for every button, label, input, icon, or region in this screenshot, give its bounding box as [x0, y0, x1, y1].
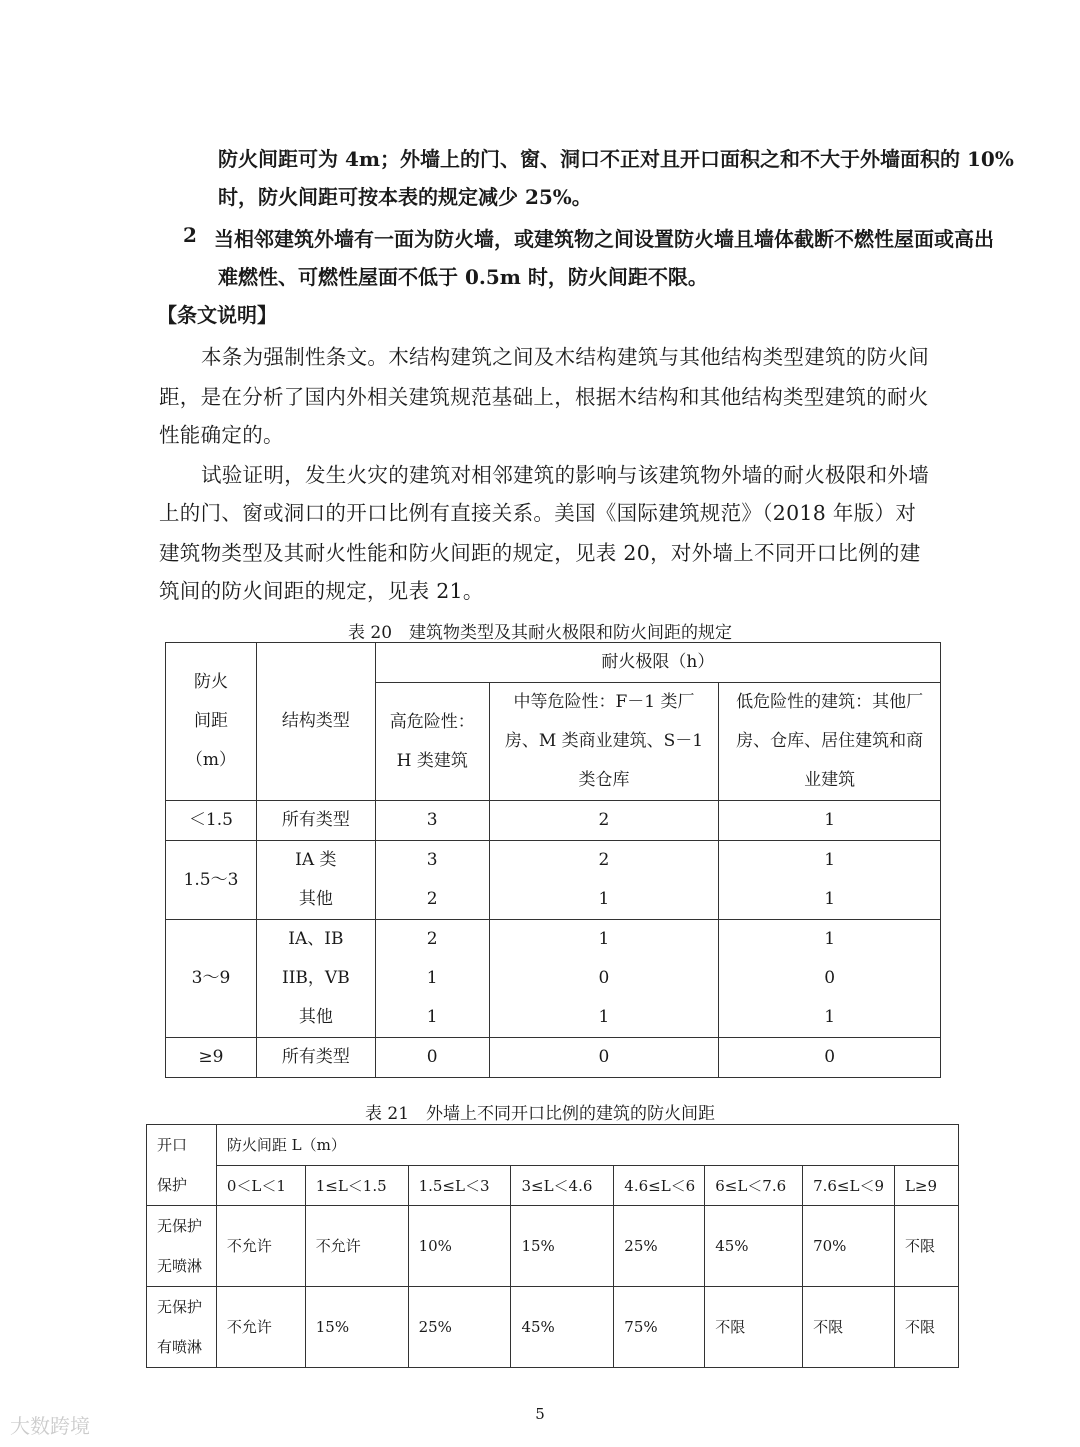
table-cell: 不允许	[216, 1287, 305, 1368]
table-cell: ≥9	[166, 1038, 257, 1078]
paragraph-line: 本条为强制性条文。木结构建筑之间及木结构建筑与其他结构类型建筑的防火间	[201, 345, 929, 369]
paragraph-line: 建筑物类型及其耐火性能和防火间距的规定，见表 20，对外墙上不同开口比例的建	[159, 541, 921, 565]
table-cell: 70%	[803, 1206, 895, 1287]
range-header-cell: 6≤L＜7.6	[705, 1166, 803, 1206]
table-cell: 1 0 1	[489, 920, 719, 1038]
header-cell: 中等危险性：F－1 类厂 房、M 类商业建筑、S－1 类仓库	[489, 683, 719, 801]
item-number: 2	[183, 223, 197, 247]
paragraph-line: 距，是在分析了国内外相关建筑规范基础上，根据木结构和其他结构类型建筑的耐火	[159, 385, 929, 409]
table-cell: IA 类 其他	[256, 841, 375, 920]
table-caption: 表 20 建筑物类型及其耐火极限和防火间距的规定	[347, 623, 733, 643]
range-header-cell: 3≤L＜4.6	[511, 1166, 614, 1206]
text-line: 难燃性、可燃性屋面不低于 0.5m 时，防火间距不限。	[218, 265, 708, 289]
table-cell: 2	[489, 801, 719, 841]
paragraph-line: 试验证明，发生火灾的建筑对相邻建筑的影响与该建筑物外墙的耐火极限和外墙	[201, 463, 929, 487]
paragraph-line: 筑间的防火间距的规定，见表 21。	[159, 579, 484, 603]
table-cell: 2 1	[489, 841, 719, 920]
header-cell: 低危险性的建筑：其他厂 房、仓库、居住建筑和商 业建筑	[719, 683, 941, 801]
table-cell: 75%	[614, 1287, 705, 1368]
table-cell: 不限	[894, 1287, 958, 1368]
text-line: 时，防火间距可按本表的规定减少 25%。	[218, 185, 592, 209]
table-cell: 1.5～3	[166, 841, 257, 920]
paragraph-line: 上的门、窗或洞口的开口比例有直接关系。美国《国际建筑规范》（2018 年版）对	[159, 501, 917, 525]
table-cell: 15%	[511, 1206, 614, 1287]
table-cell: 3 2	[375, 841, 489, 920]
fire-rating-table	[165, 642, 941, 1078]
table-row	[166, 801, 941, 841]
table-cell: 不允许	[305, 1206, 408, 1287]
table-cell: 0	[375, 1038, 489, 1078]
table-cell: 25%	[408, 1287, 511, 1368]
table-cell: 1 0 1	[719, 920, 941, 1038]
range-header-cell: 7.6≤L＜9	[803, 1166, 895, 1206]
header-cell: 结构类型	[256, 643, 375, 801]
header-cell: 耐火极限（h）	[375, 643, 940, 683]
table-row	[147, 1206, 959, 1287]
table-row	[166, 1038, 941, 1078]
table-cell: 25%	[614, 1206, 705, 1287]
header-cell: 开口 保护	[147, 1125, 217, 1206]
table-row	[166, 841, 941, 920]
table-cell: 所有类型	[256, 801, 375, 841]
table-cell: 不限	[705, 1287, 803, 1368]
range-header-cell: 4.6≤L＜6	[614, 1166, 705, 1206]
table-cell: 15%	[305, 1287, 408, 1368]
row-label-cell: 无保护 有喷淋	[147, 1287, 217, 1368]
range-header-cell: 1.5≤L＜3	[408, 1166, 511, 1206]
table-cell: 0	[489, 1038, 719, 1078]
range-header-cell: 1≤L＜1.5	[305, 1166, 408, 1206]
range-header-cell: L≥9	[894, 1166, 958, 1206]
table-caption: 表 21 外墙上不同开口比例的建筑的防火间距	[364, 1104, 716, 1124]
text-line: 当相邻建筑外墙有一面为防火墙，或建筑物之间设置防火墙且墙体截断不燃性屋面或高出	[214, 227, 994, 251]
table-cell: 不允许	[216, 1206, 305, 1287]
watermark: 大数跨境	[10, 1414, 90, 1438]
table-cell: 不限	[894, 1206, 958, 1287]
opening-ratio-table	[146, 1124, 959, 1368]
table-cell: 不限	[803, 1287, 895, 1368]
table-cell: 1	[719, 801, 941, 841]
header-cell: 防火间距 L（m）	[216, 1125, 958, 1166]
table-cell: 45%	[511, 1287, 614, 1368]
table-cell: 2 1 1	[375, 920, 489, 1038]
section-heading: 【条文说明】	[157, 303, 277, 327]
range-header-cell: 0＜L＜1	[216, 1166, 305, 1206]
table-cell: 45%	[705, 1206, 803, 1287]
table-cell: 1 1	[719, 841, 941, 920]
paragraph-line: 性能确定的。	[159, 423, 284, 447]
table-cell: ＜1.5	[166, 801, 257, 841]
table-cell: 所有类型	[256, 1038, 375, 1078]
header-cell: 防火 间距 （m）	[166, 643, 257, 801]
page-number: 5	[535, 1405, 545, 1423]
text-line: 防火间距可为 4m；外墙上的门、窗、洞口不正对且开口面积之和不大于外墙面积的 10%	[218, 147, 1014, 171]
header-cell: 高危险性： H 类建筑	[375, 683, 489, 801]
table-cell: IA、IB IIB，VB 其他	[256, 920, 375, 1038]
table-row	[166, 920, 941, 1038]
table-cell: 3	[375, 801, 489, 841]
table-cell: 3～9	[166, 920, 257, 1038]
table-cell: 0	[719, 1038, 941, 1078]
table-row	[147, 1287, 959, 1368]
row-label-cell: 无保护 无喷淋	[147, 1206, 217, 1287]
table-cell: 10%	[408, 1206, 511, 1287]
